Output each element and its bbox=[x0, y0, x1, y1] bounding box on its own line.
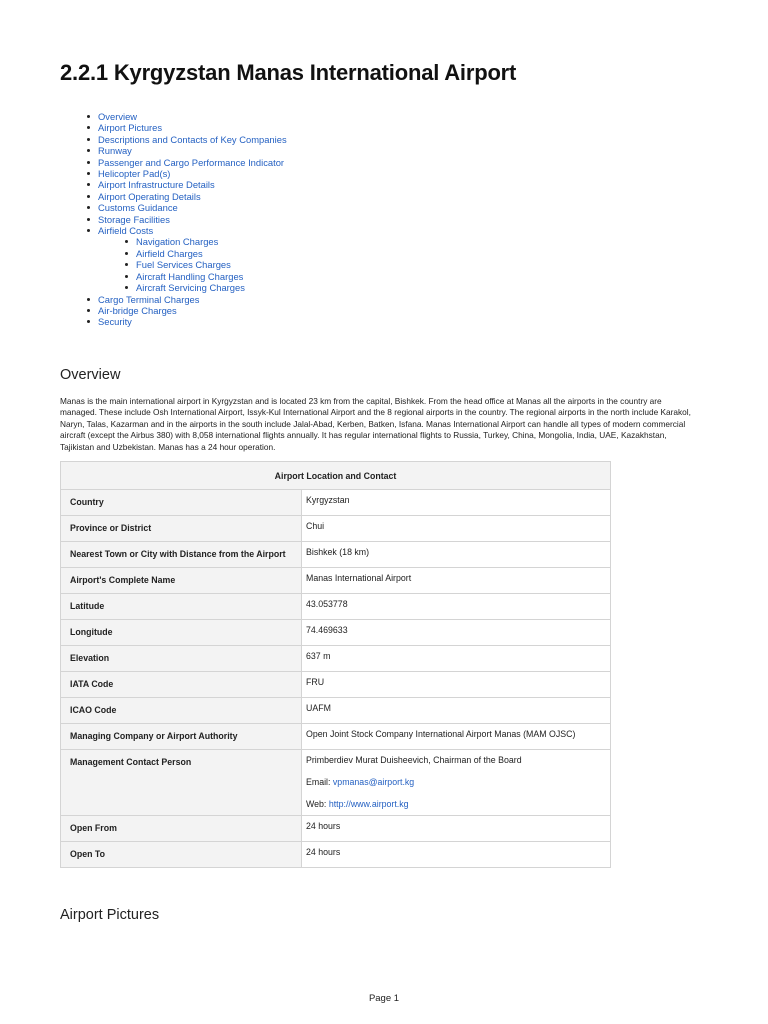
row-key: Country bbox=[70, 497, 104, 507]
toc-item-customs[interactable]: Customs Guidance bbox=[88, 202, 287, 213]
toc-item-air-bridge[interactable]: Air-bridge Charges bbox=[88, 305, 287, 316]
toc-sublist bbox=[98, 236, 287, 293]
toc-item-helicopter-pads[interactable]: Helicopter Pad(s) bbox=[88, 168, 287, 179]
toc-item-performance-indicator[interactable]: Passenger and Cargo Performance Indicator bbox=[88, 157, 287, 168]
toc-item-airport-pictures[interactable]: Airport Pictures bbox=[88, 122, 287, 133]
table-row bbox=[61, 724, 611, 750]
contact-value bbox=[302, 750, 611, 816]
table-row bbox=[61, 542, 611, 568]
table-row-contact bbox=[61, 750, 611, 816]
table-row bbox=[61, 672, 611, 698]
table-row bbox=[61, 620, 611, 646]
row-value: 74.469633 bbox=[302, 620, 611, 646]
row-value: Open Joint Stock Company International Airport Manas (MAM OJSC) bbox=[302, 724, 611, 750]
email-link[interactable]: vpmanas@airport.kg bbox=[332, 777, 415, 787]
row-value: FRU bbox=[302, 672, 611, 698]
toc-subitem-fuel-charges[interactable]: Fuel Services Charges bbox=[126, 259, 287, 270]
overview-paragraph: Manas is the main international airport in Kyrgyzstan and is located 23 km from the capital, Bishkek. From the head office at Manas all the airports in the country are managed. These include Osh International Airport, Issyk-Kul International Airport and the 8 regional airports in the country. The regional airports in the north include Karakol, Naryn, Talas, Kazarman and in the airports in the south include Jalal-Abad, Kerben, Batken, Isfana. Manas International Airport can handle all types of modern commercial aircraft (except the Airbus 380) with 8,058 international flights annually. It has regular international flights to Russia, Turkey, China, Mongolia, India, UAE, Kazakhstan, Tajikistan and Uzbekistan. Manas has a 24 hour operation. bbox=[60, 396, 691, 452]
row-key: Nearest Town or City with Distance from the Airport bbox=[70, 549, 286, 559]
toc-item-infrastructure[interactable]: Airport Infrastructure Details bbox=[88, 179, 287, 190]
toc-subitem-navigation-charges[interactable]: Navigation Charges bbox=[126, 236, 287, 247]
row-value: Kyrgyzstan bbox=[302, 490, 611, 516]
table-header: Airport Location and Contact bbox=[61, 462, 611, 490]
row-value: Bishkek (18 km) bbox=[302, 542, 611, 568]
toc-item-security[interactable]: Security bbox=[88, 316, 287, 327]
row-key: Longitude bbox=[70, 627, 113, 637]
airport-location-table bbox=[60, 461, 611, 868]
toc-item-storage[interactable]: Storage Facilities bbox=[88, 214, 287, 225]
row-value: 24 hours bbox=[302, 816, 611, 842]
table-row bbox=[61, 816, 611, 842]
toc-item-cargo-terminal[interactable]: Cargo Terminal Charges bbox=[88, 294, 287, 305]
row-key: Airport's Complete Name bbox=[70, 575, 176, 585]
overview-heading: Overview bbox=[60, 367, 121, 383]
row-key: Management Contact Person bbox=[70, 757, 192, 767]
table-row bbox=[61, 842, 611, 868]
table-row bbox=[61, 646, 611, 672]
row-key: Province or District bbox=[70, 523, 152, 533]
page-number: Page 1 bbox=[368, 993, 400, 1004]
row-key: IATA Code bbox=[70, 679, 114, 689]
table-row bbox=[61, 490, 611, 516]
table-of-contents bbox=[88, 111, 287, 328]
row-value: UAFM bbox=[302, 698, 611, 724]
row-key: ICAO Code bbox=[70, 705, 117, 715]
contact-web bbox=[306, 799, 610, 810]
row-key: Managing Company or Airport Authority bbox=[70, 731, 238, 741]
row-key: Elevation bbox=[70, 653, 110, 663]
row-value: 637 m bbox=[302, 646, 611, 672]
toc-item-airfield-costs[interactable]: Airfield Costs Navigation Charges Airfield Charges Fuel Services Charges Aircraft Handling Charges Aircraft Servicing Charges bbox=[88, 225, 287, 293]
table-header-row bbox=[61, 462, 611, 490]
toc-item-overview[interactable]: Overview bbox=[88, 111, 287, 122]
web-label: Web: bbox=[306, 799, 327, 809]
row-value: Manas International Airport bbox=[302, 568, 611, 594]
toc-subitem-servicing-charges[interactable]: Aircraft Servicing Charges bbox=[126, 282, 287, 293]
row-value: Chui bbox=[302, 516, 611, 542]
web-link[interactable]: http://www.airport.kg bbox=[328, 799, 409, 809]
row-value: 24 hours bbox=[302, 842, 611, 868]
toc-item-key-companies[interactable]: Descriptions and Contacts of Key Companies bbox=[88, 134, 287, 145]
row-key: Latitude bbox=[70, 601, 105, 611]
toc-item-operating-details[interactable]: Airport Operating Details bbox=[88, 191, 287, 202]
row-key: Open To bbox=[70, 849, 106, 859]
contact-name: Primberdiev Murat Duisheevich, Chairman of the Board bbox=[306, 755, 522, 765]
toc-item-runway[interactable]: Runway bbox=[88, 145, 287, 156]
toc-subitem-airfield-charges[interactable]: Airfield Charges bbox=[126, 248, 287, 259]
table-row bbox=[61, 568, 611, 594]
table-row bbox=[61, 698, 611, 724]
email-label: Email: bbox=[306, 777, 331, 787]
table-row bbox=[61, 594, 611, 620]
toc-subitem-handling-charges[interactable]: Aircraft Handling Charges bbox=[126, 271, 287, 282]
airport-pictures-heading: Airport Pictures bbox=[60, 907, 160, 923]
table-row bbox=[61, 516, 611, 542]
row-value: 43.053778 bbox=[302, 594, 611, 620]
contact-email bbox=[306, 777, 610, 788]
row-key: Open From bbox=[70, 823, 117, 833]
page-title: 2.2.1 Kyrgyzstan Manas International Airport bbox=[60, 60, 517, 85]
